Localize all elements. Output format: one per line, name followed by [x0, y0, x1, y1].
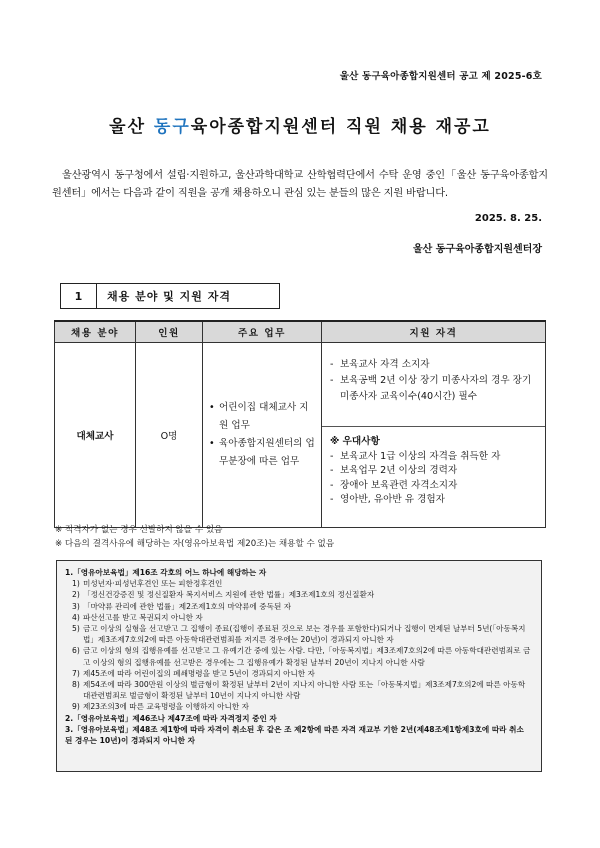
announcement-date: 2025. 8. 25.	[474, 213, 542, 224]
required-qualifications	[322, 343, 545, 427]
preference-item: - 보육교사 1급 이상의 자격을 취득한 자	[330, 450, 501, 462]
note-item: ※ 다음의 결격사유에 해당하는 자(영유아보육법 제20조)는 채용할 수 없음	[55, 538, 335, 549]
preference-item: - 장애아 보육관련 자격소지자	[330, 479, 458, 491]
page-title	[0, 112, 600, 137]
notes	[55, 524, 334, 551]
note-item: ※ 적격자가 없는 경우 선발하지 않을 수 있음	[55, 525, 223, 535]
cell-duties	[203, 343, 322, 528]
title-prefix: 울산	[109, 117, 154, 137]
preferences	[322, 427, 545, 527]
section-number: 1	[61, 284, 97, 308]
list-item: 1) 미성년자·피성년후견인 또는 피한정후견인	[72, 579, 223, 589]
list-item: 7) 제45조에 따라 어린이집의 폐쇄명령을 받고 5년이 경과되지 아니한 자	[72, 668, 315, 678]
disqualification-heading-2: 2.「영유아보육법」제46조나 제47조에 따라 자격정지 중인 자	[65, 713, 277, 723]
duty-item: • 육아종합지원센터의 업무분장에 따른 업무	[209, 438, 315, 467]
list-item: 2) 「정신건강증진 및 정신질환자 복지서비스 지원에 관한 법률」제3조제1호의 정신질환자	[72, 590, 375, 600]
section-header	[60, 283, 280, 309]
disqualification-heading-3: 3.「영유아보육법」제48조 제1항에 따라 자격이 취소된 후 같은 조 제2항에 따른 자격 재교부 기한 2년(제48조제1항제3호에 따라 취소된 경우는 10년)이 경과되지 아니한 자	[65, 724, 524, 746]
duty-item: • 어린이집 대체교사 지원 업무	[209, 402, 309, 431]
col-header-duties: 주요 업무	[203, 321, 322, 343]
qualification-item: - 보육공백 2년 이상 장기 미종사자의 경우 장기 미종사자 교육이수(40시간) 필수	[330, 375, 532, 402]
qualification-item: - 보육교사 자격 소지자	[330, 359, 430, 370]
cell-qualifications	[322, 343, 546, 528]
col-header-qualifications: 지원 자격	[322, 321, 546, 343]
preference-item: - 보육업무 2년 이상의 경력자	[330, 465, 458, 476]
disqualification-heading-1: 1.「영유아보육법」제16조 각호의 어느 하나에 해당하는 자	[65, 568, 267, 577]
list-item: 9) 제23조의3에 따른 교육명령을 이행하지 아니한 자	[72, 702, 249, 712]
cell-count: O명	[136, 343, 203, 528]
signer: 울산 동구육아종합지원센터장	[412, 244, 542, 255]
col-header-count: 인원	[136, 321, 203, 343]
list-item: 6) 금고 이상의 형의 집행유예를 선고받고 그 유예기간 중에 있는 사람. 다만,「아동복지법」제3조제7호의2에 따른 아동학대관련범죄로 금고 이상의 형의 집행유예를 선고받은 경우에는 그 집행유예가 확정된 날부터 20년이 지나지 아니한 사람	[72, 646, 531, 667]
preference-item: - 영아반, 유아반 유 경험자	[330, 494, 445, 505]
col-header-field: 채용 분야	[55, 321, 136, 343]
title-highlight: 동구	[153, 117, 191, 137]
table-row	[55, 343, 546, 528]
intro-paragraph: 울산광역시 동구청에서 설립·지원하고, 울산과학대학교 산학협력단에서 수탁 운영 중인「울산 동구육아종합지원센터」에서는 다음과 같이 직원을 공개 채용하오니 관심 있는 분들의 많은 지원 바랍니다.	[52, 170, 548, 199]
list-item: 4) 파산선고를 받고 복권되지 아니한 자	[72, 612, 203, 622]
list-item: 8) 제54조에 따라 300만원 이상의 벌금형이 확정된 날부터 2년이 지나지 아니한 사람 또는「아동복지법」제3조제7호의2에 따른 아동학대관련범죄로 벌금형이 확정된 날부터 10년이 지나지 아니한 사람	[72, 680, 526, 701]
announcement-number: 울산 동구육아종합지원센터 공고 제 2025-6호	[339, 71, 542, 82]
recruitment-table	[54, 320, 546, 528]
list-item: 5) 금고 이상의 실형을 선고받고 그 집행이 종료(집행이 종료된 것으로 보는 경우를 포함한다)되거나 집행이 면제된 날부터 5년(「아동복지법」제3조제7호의2에 따른 아동학대관련범죄를 저지른 경우에는 20년)이 경과되지 아니한 자	[72, 624, 526, 645]
disqualification-box	[56, 560, 542, 772]
cell-field: 대체교사	[55, 343, 136, 528]
title-suffix: 육아종합지원센터 직원 채용 재공고	[190, 117, 491, 137]
preferences-title: ※ 우대사항	[330, 436, 380, 447]
section-title: 채용 분야 및 지원 자격	[107, 290, 231, 303]
list-item: 3) 「마약류 관리에 관한 법률」제2조제1호의 마약류에 중독된 자	[72, 601, 292, 611]
